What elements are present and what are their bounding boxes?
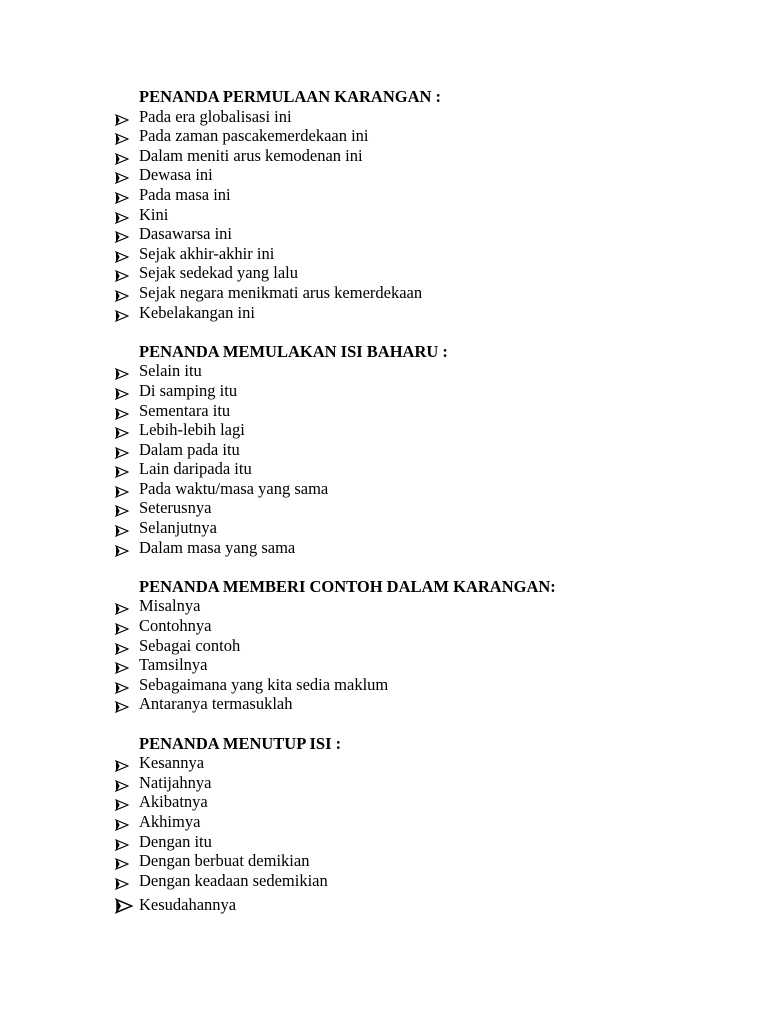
section-heading: PENANDA PERMULAAN KARANGAN : bbox=[139, 87, 442, 106]
list-item bbox=[115, 655, 675, 675]
list-item bbox=[115, 538, 675, 558]
arrowhead-bullet-icon bbox=[115, 698, 129, 710]
list-item-text: Sejak sedekad yang lalu bbox=[139, 263, 298, 283]
list-item bbox=[115, 753, 675, 773]
list-item-text: Pada zaman pascakemerdekaan ini bbox=[139, 126, 369, 146]
list-item-text: Dengan itu bbox=[139, 831, 212, 851]
arrowhead-bullet-icon bbox=[115, 405, 129, 417]
list-item bbox=[115, 401, 675, 421]
section-isi-baharu bbox=[115, 342, 675, 558]
arrowhead-bullet-icon bbox=[115, 600, 129, 612]
list-item-text: Dasawarsa ini bbox=[139, 224, 233, 244]
list-item bbox=[115, 244, 675, 264]
list-item-text: Seterusnya bbox=[139, 498, 212, 518]
list-item bbox=[115, 636, 675, 656]
arrowhead-bullet-icon bbox=[115, 267, 129, 279]
arrowhead-bullet-icon bbox=[115, 522, 129, 534]
arrowhead-bullet-icon bbox=[115, 679, 129, 691]
document-content bbox=[115, 87, 675, 918]
arrowhead-bullet-icon bbox=[115, 896, 133, 912]
list-item bbox=[115, 126, 675, 146]
arrowhead-bullet-icon bbox=[115, 228, 129, 240]
arrowhead-bullet-icon bbox=[115, 169, 129, 181]
arrowhead-bullet-icon bbox=[115, 659, 129, 671]
list-item bbox=[115, 205, 675, 225]
arrowhead-bullet-icon bbox=[115, 463, 129, 475]
list-item-text: Sejak negara menikmati arus kemerdekaan bbox=[139, 282, 423, 302]
list-item bbox=[115, 851, 675, 871]
list-item-text: Dalam masa yang sama bbox=[139, 537, 296, 557]
list-item bbox=[115, 440, 675, 460]
list-item-text: Antaranya termasuklah bbox=[139, 694, 293, 714]
list-item bbox=[115, 498, 675, 518]
list-item bbox=[115, 832, 675, 852]
list-item bbox=[115, 518, 675, 538]
arrowhead-bullet-icon bbox=[115, 444, 129, 456]
section-permulaan bbox=[115, 87, 675, 322]
list-item-text: Pada waktu/masa yang sama bbox=[139, 478, 329, 498]
list-item bbox=[115, 892, 675, 918]
list-item bbox=[115, 420, 675, 440]
list-item-text: Kesannya bbox=[139, 753, 205, 773]
list-item-text: Kebelakangan ini bbox=[139, 302, 255, 322]
bullet-list bbox=[115, 753, 675, 918]
list-item-text: Akibatnya bbox=[139, 792, 208, 812]
list-item bbox=[115, 694, 675, 714]
arrowhead-bullet-icon bbox=[115, 620, 129, 632]
list-item bbox=[115, 165, 675, 185]
list-item bbox=[115, 871, 675, 891]
list-item bbox=[115, 616, 675, 636]
arrowhead-bullet-icon bbox=[115, 130, 129, 142]
list-item bbox=[115, 361, 675, 381]
arrowhead-bullet-icon bbox=[115, 287, 129, 299]
list-item bbox=[115, 773, 675, 793]
list-item bbox=[115, 812, 675, 832]
list-item-text: Selanjutnya bbox=[139, 518, 217, 538]
section-heading: PENANDA MENUTUP ISI : bbox=[139, 733, 342, 753]
list-item-text: Dengan keadaan sedemikian bbox=[139, 870, 328, 890]
arrowhead-bullet-icon bbox=[115, 542, 129, 554]
list-item bbox=[115, 303, 675, 323]
list-item-text: Dalam pada itu bbox=[139, 439, 240, 459]
list-item-text: Dalam meniti arus kemodenan ini bbox=[139, 145, 363, 165]
arrowhead-bullet-icon bbox=[115, 836, 129, 848]
list-item-text: Kesudahannya bbox=[139, 895, 237, 915]
arrowhead-bullet-icon bbox=[115, 189, 129, 201]
list-item bbox=[115, 381, 675, 401]
arrowhead-bullet-icon bbox=[115, 424, 129, 436]
list-item-text: Sebagaimana yang kita sedia maklum bbox=[139, 674, 389, 694]
list-item bbox=[115, 263, 675, 283]
section-heading: PENANDA MEMULAKAN ISI BAHARU : bbox=[139, 341, 448, 361]
list-item bbox=[115, 596, 675, 616]
list-item-text: Dewasa ini bbox=[139, 165, 213, 185]
list-item-text: Dengan berbuat demikian bbox=[139, 851, 310, 871]
arrowhead-bullet-icon bbox=[115, 365, 129, 377]
list-item bbox=[115, 459, 675, 479]
arrowhead-bullet-icon bbox=[115, 483, 129, 495]
list-item bbox=[115, 224, 675, 244]
list-item-text: Sejak akhir-akhir ini bbox=[139, 243, 275, 263]
arrowhead-bullet-icon bbox=[115, 502, 129, 514]
bullet-list bbox=[115, 107, 675, 323]
list-item-text: Pada masa ini bbox=[139, 184, 231, 204]
list-item-text: Selain itu bbox=[139, 361, 202, 381]
list-item-text: Lebih-lebih lagi bbox=[139, 420, 245, 440]
arrowhead-bullet-icon bbox=[115, 111, 129, 123]
list-item-text: Kini bbox=[139, 204, 169, 224]
section-menutup bbox=[115, 734, 675, 919]
list-item bbox=[115, 185, 675, 205]
arrowhead-bullet-icon bbox=[115, 855, 129, 867]
list-item-text: Sebagai contoh bbox=[139, 635, 241, 655]
list-item bbox=[115, 283, 675, 303]
list-item-text: Tamsilnya bbox=[139, 655, 208, 675]
arrowhead-bullet-icon bbox=[115, 150, 129, 162]
list-item bbox=[115, 107, 675, 127]
list-item-text: Contohnya bbox=[139, 616, 212, 636]
arrowhead-bullet-icon bbox=[115, 248, 129, 260]
arrowhead-bullet-icon bbox=[115, 796, 129, 808]
list-item-text: Natijahnya bbox=[139, 772, 212, 792]
arrowhead-bullet-icon bbox=[115, 640, 129, 652]
arrowhead-bullet-icon bbox=[115, 209, 129, 221]
list-item bbox=[115, 675, 675, 695]
section-contoh bbox=[115, 577, 675, 714]
list-item-text: Di samping itu bbox=[139, 380, 238, 400]
bullet-list bbox=[115, 361, 675, 557]
list-item bbox=[115, 146, 675, 166]
arrowhead-bullet-icon bbox=[115, 757, 129, 769]
list-item-text: Pada era globalisasi ini bbox=[139, 106, 292, 126]
list-item-text: Lain daripada itu bbox=[139, 459, 252, 479]
section-heading: PENANDA MEMBERI CONTOH DALAM KARANGAN: bbox=[139, 576, 556, 596]
list-item bbox=[115, 479, 675, 499]
bullet-list bbox=[115, 596, 675, 714]
arrowhead-bullet-icon bbox=[115, 307, 129, 319]
list-item-text: Akhimya bbox=[139, 811, 201, 831]
arrowhead-bullet-icon bbox=[115, 816, 129, 828]
list-item-text: Misalnya bbox=[139, 596, 201, 616]
arrowhead-bullet-icon bbox=[115, 777, 129, 789]
arrowhead-bullet-icon bbox=[115, 875, 129, 887]
arrowhead-bullet-icon bbox=[115, 385, 129, 397]
list-item-text: Sementara itu bbox=[139, 400, 231, 420]
list-item bbox=[115, 792, 675, 812]
